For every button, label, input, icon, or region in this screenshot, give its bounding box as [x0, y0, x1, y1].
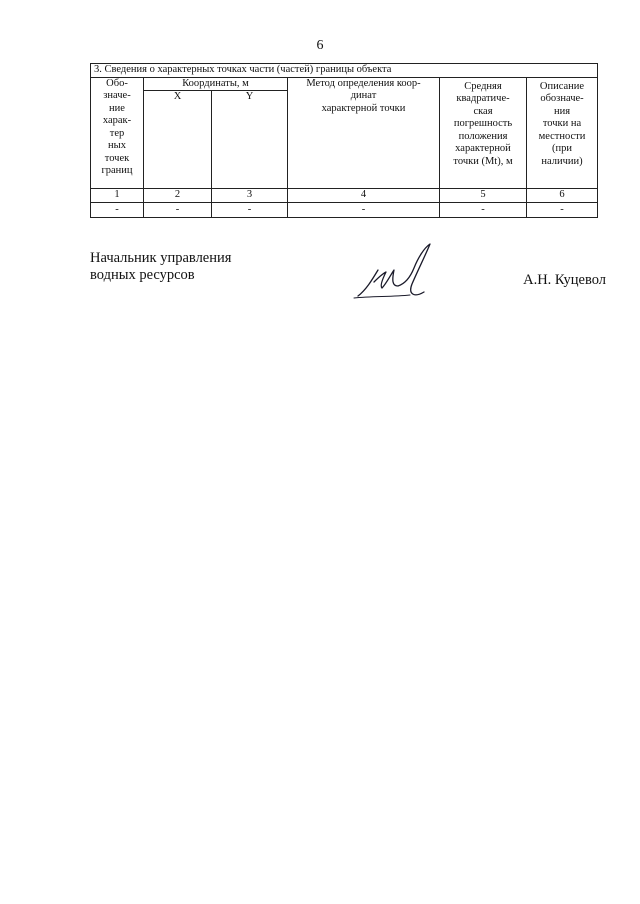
table-cell: -	[144, 203, 212, 218]
table-section-title-row	[91, 64, 598, 78]
column-number: 6	[527, 189, 598, 203]
header-description: Описание обозначе- ния точки на местности (при наличии)	[527, 77, 598, 189]
header-method: Метод определения коор- динат характерной точки	[288, 77, 440, 189]
header-error: Средняя квадратиче- ская погрешность положения характерной точки (Mt), м	[440, 77, 527, 189]
page-number: 6	[316, 38, 324, 53]
column-number: 1	[91, 189, 144, 203]
table-cell: -	[288, 203, 440, 218]
header-coordinates: Координаты, м	[144, 77, 288, 91]
column-number: 3	[212, 189, 288, 203]
signatory-position	[90, 250, 231, 284]
handwritten-signature	[352, 240, 442, 302]
section-title: 3. Сведения о характерных точках части (частей) границы объекта	[91, 64, 598, 78]
boundary-points-table	[90, 63, 598, 218]
header-point-designation: Обо- значе- ние харак- тер ных точек границ	[91, 77, 144, 189]
table-cell: -	[527, 203, 598, 218]
position-line-2: водных ресурсов	[90, 267, 195, 283]
column-number: 4	[288, 189, 440, 203]
table-row	[91, 203, 598, 218]
table-cell: -	[212, 203, 288, 218]
table-column-numbers-row	[91, 189, 598, 203]
column-number: 5	[440, 189, 527, 203]
header-y: Y	[212, 91, 288, 189]
column-number: 2	[144, 189, 212, 203]
header-x: X	[144, 91, 212, 189]
position-line-1: Начальник управления	[90, 250, 232, 266]
table-cell: -	[440, 203, 527, 218]
table-header-row	[91, 77, 598, 91]
table-cell: -	[91, 203, 144, 218]
signatory-name: А.Н. Куцевол	[523, 272, 606, 288]
